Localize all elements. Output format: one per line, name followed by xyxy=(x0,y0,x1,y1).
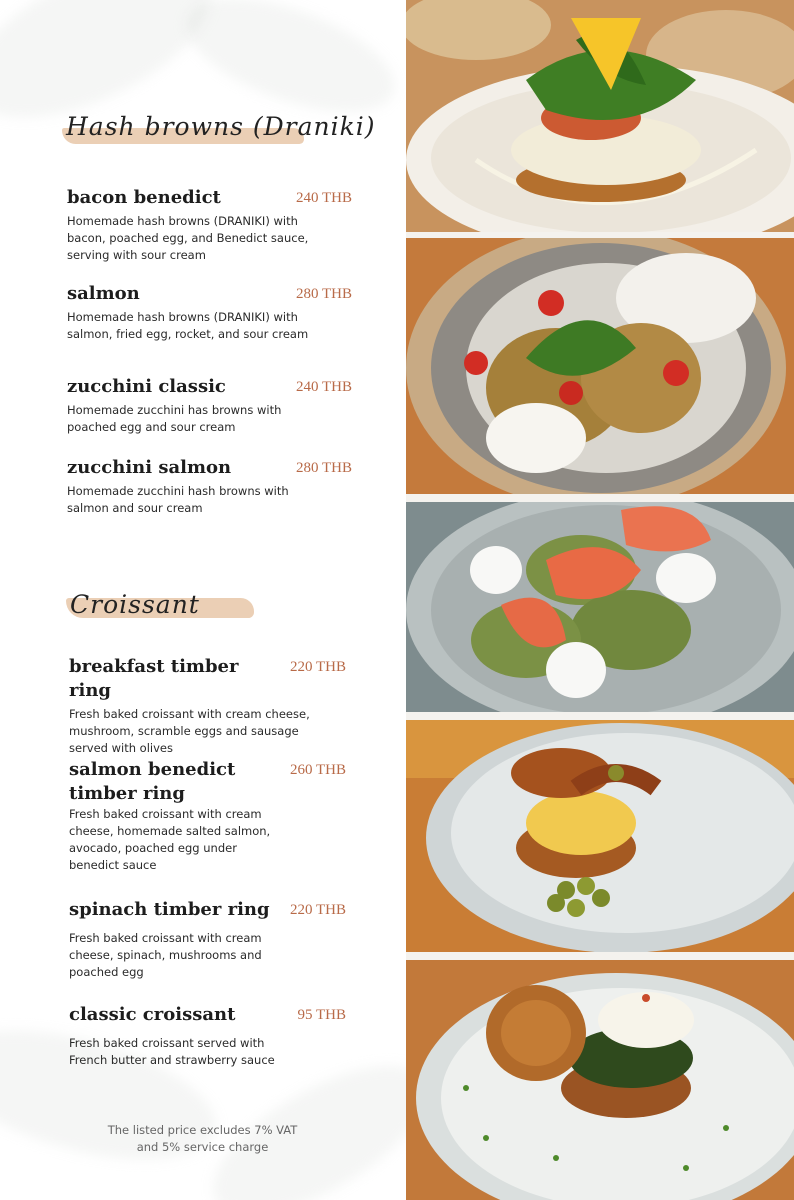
item-description: Homemade hash browns (DRANIKI) with bacon, poached egg, and Benedict sauce, serving with sour cream xyxy=(67,214,309,262)
item-name: zucchini salmon xyxy=(67,457,232,478)
dish-photo-zucchini-salmon xyxy=(406,500,794,718)
item-price: 240 THB xyxy=(296,190,352,206)
item-description: Fresh baked croissant served with French butter and strawberry sauce xyxy=(69,1036,275,1067)
item-name: classic croissant xyxy=(69,1004,236,1025)
item-name: bacon benedict xyxy=(67,187,221,208)
price-note-line: The listed price excludes 7% VAT xyxy=(107,1123,298,1137)
torn-paper-edge xyxy=(406,232,794,238)
dish-illustration xyxy=(406,718,794,958)
item-name: spinach timber ring xyxy=(69,899,270,920)
item-price: 280 THB xyxy=(296,286,352,302)
item-price: 280 THB xyxy=(296,460,352,476)
dish-photo-spinach-timber-ring xyxy=(406,958,794,1200)
menu-item xyxy=(69,758,354,874)
item-name: breakfast timber ring xyxy=(69,656,239,701)
torn-paper-edge xyxy=(406,712,794,720)
item-price: 260 THB xyxy=(290,762,346,778)
menu-item xyxy=(67,456,352,517)
item-name: zucchini classic xyxy=(67,376,226,397)
price-note xyxy=(100,1122,305,1156)
torn-paper-edge xyxy=(406,494,794,502)
item-description: Homemade zucchini hash browns with salmon and sour cream xyxy=(67,484,289,515)
item-name: salmon benedict timber ring xyxy=(69,759,236,804)
item-price: 220 THB xyxy=(290,659,346,675)
price-note-line: and 5% service charge xyxy=(136,1140,269,1154)
menu-item xyxy=(67,282,352,343)
section-title-hash-browns: Hash browns (Draniki) xyxy=(66,112,376,141)
item-name: salmon xyxy=(67,283,140,304)
item-description: Fresh baked croissant with cream cheese, homemade salted salmon, avocado, poached egg under benedict sauce xyxy=(69,807,271,872)
item-price: 95 THB xyxy=(297,1007,346,1023)
menu-item xyxy=(67,375,352,436)
dish-illustration xyxy=(406,500,794,718)
dish-photo-salmon xyxy=(406,238,794,500)
dish-illustration xyxy=(406,238,794,500)
dish-illustration xyxy=(406,958,794,1200)
torn-paper-edge xyxy=(406,952,794,960)
item-description: Fresh baked croissant with cream cheese, spinach, mushrooms and poached egg xyxy=(69,931,262,979)
menu-item xyxy=(69,898,354,981)
dish-photo-bacon-benedict xyxy=(406,0,794,238)
photo-column xyxy=(406,0,794,1200)
section-title-croissant: Croissant xyxy=(70,590,200,619)
item-description: Homemade hash browns (DRANIKI) with salmon, fried egg, rocket, and sour cream xyxy=(67,310,309,341)
item-price: 220 THB xyxy=(290,902,346,918)
item-price: 240 THB xyxy=(296,379,352,395)
dish-photo-breakfast-timber-ring xyxy=(406,718,794,958)
menu-item xyxy=(67,186,352,264)
menu-item xyxy=(69,1003,354,1069)
item-description: Fresh baked croissant with cream cheese, mushroom, scramble eggs and sausage served with olives xyxy=(69,707,310,755)
menu-item xyxy=(69,655,354,757)
dish-illustration xyxy=(406,0,794,238)
item-description: Homemade zucchini has browns with poached egg and sour cream xyxy=(67,403,282,434)
